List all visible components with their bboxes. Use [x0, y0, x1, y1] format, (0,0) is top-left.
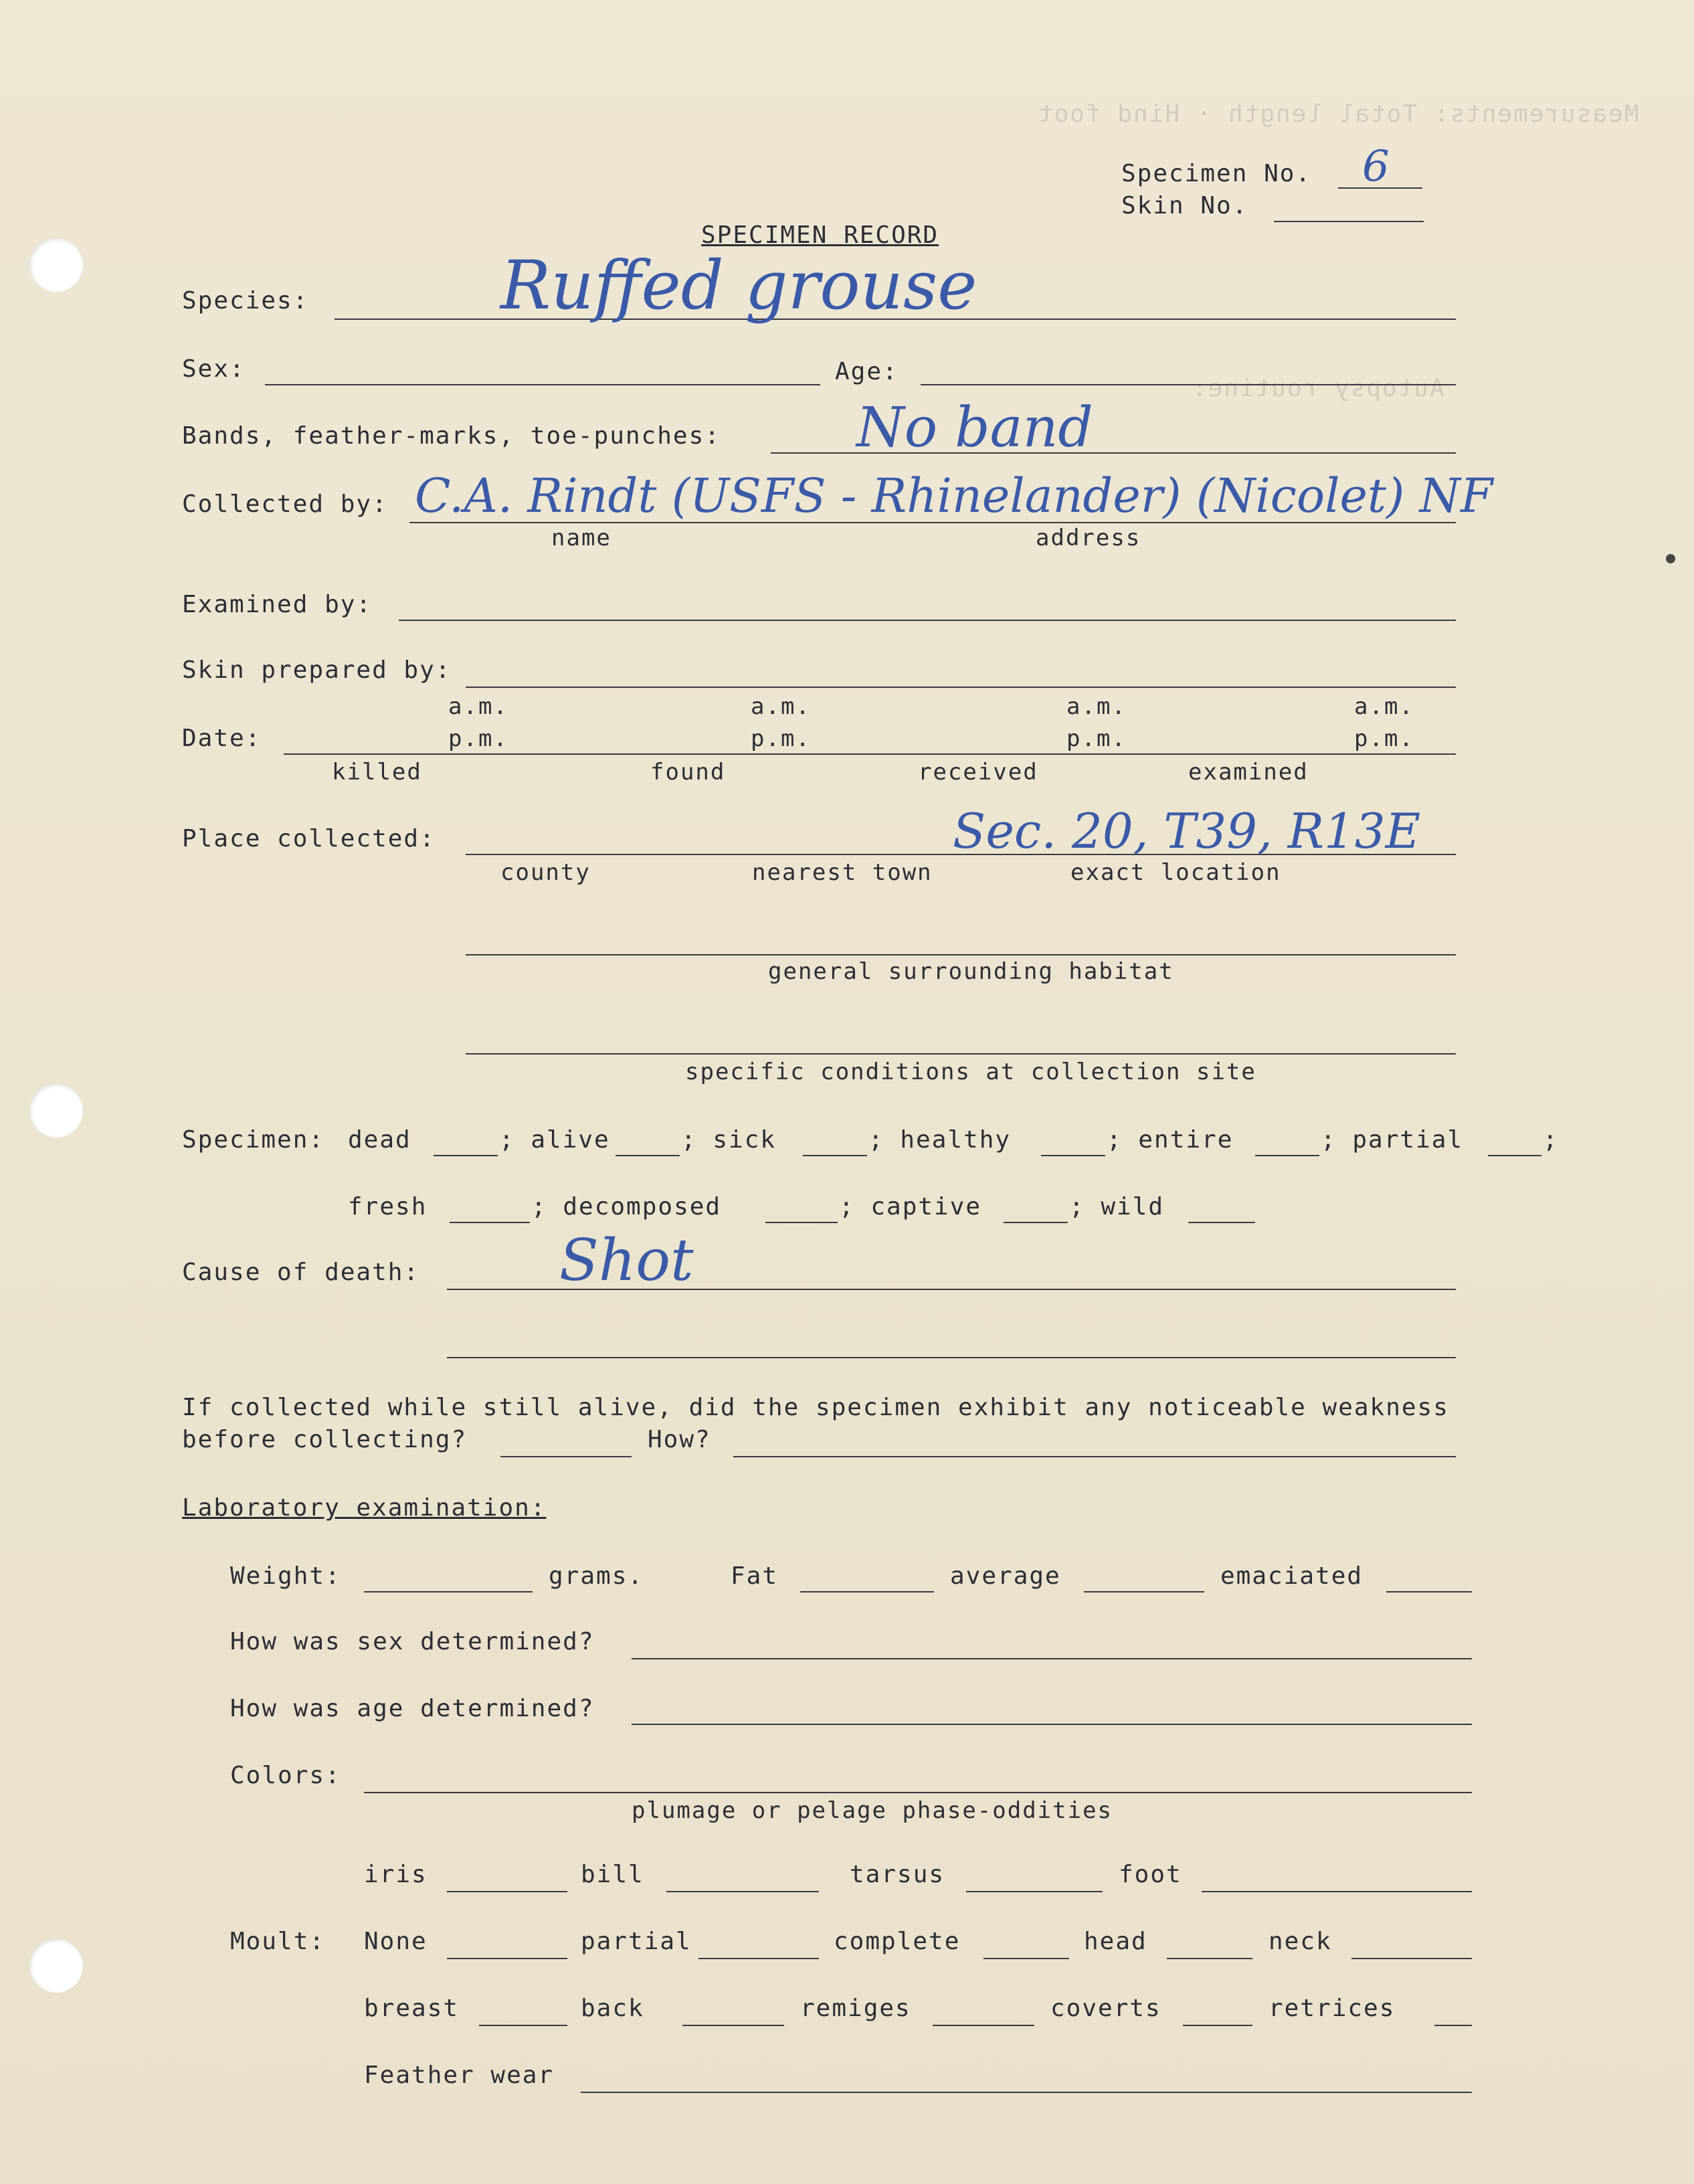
- bleed-through-text: Measurements: Total length · Hind foot: [1037, 100, 1639, 128]
- moult-back-label: back: [581, 1995, 644, 2022]
- bands-value[interactable]: No band: [856, 396, 1093, 460]
- alive-question-line2: before collecting?: [182, 1426, 468, 1453]
- moult-breast-label: breast: [364, 1995, 460, 2022]
- am-found: a.m.: [751, 693, 811, 720]
- captive-label: ; captive: [839, 1193, 982, 1220]
- place-label: Place collected:: [182, 825, 436, 852]
- cause-of-death-line-2[interactable]: [447, 1357, 1456, 1358]
- am-killed: a.m.: [448, 693, 508, 720]
- moult-partial-label: partial: [581, 1928, 692, 1955]
- fat-blank[interactable]: [800, 1591, 934, 1592]
- pm-examined: p.m.: [1354, 725, 1414, 752]
- moult-retrices-blank[interactable]: [1434, 2025, 1472, 2026]
- tarsus-label: tarsus: [850, 1861, 945, 1888]
- place-value[interactable]: Sec. 20, T39, R13E: [953, 803, 1421, 859]
- examined-by-label: Examined by:: [182, 591, 373, 618]
- collected-address-caption: address: [1036, 525, 1141, 551]
- tarsus-blank[interactable]: [966, 1891, 1103, 1892]
- conditions-line[interactable]: [466, 1053, 1456, 1055]
- bill-blank[interactable]: [666, 1891, 819, 1892]
- healthy-blank[interactable]: [1041, 1155, 1105, 1156]
- partial-label: ; partial: [1321, 1126, 1464, 1154]
- moult-back-blank[interactable]: [682, 2025, 784, 2026]
- collected-name-caption: name: [551, 525, 611, 551]
- colors-label: Colors:: [230, 1762, 341, 1789]
- sex-determined-line[interactable]: [632, 1658, 1472, 1659]
- am-examined: a.m.: [1354, 693, 1414, 720]
- captive-blank[interactable]: [1004, 1222, 1068, 1223]
- moult-complete-label: complete: [834, 1928, 961, 1955]
- pm-received: p.m.: [1066, 725, 1127, 752]
- moult-remiges-blank[interactable]: [933, 2025, 1034, 2026]
- dead-blank[interactable]: [434, 1155, 498, 1156]
- weight-blank[interactable]: [364, 1591, 533, 1592]
- species-label: Species:: [182, 287, 309, 314]
- moult-remiges-label: remiges: [800, 1995, 911, 2022]
- collected-by-label: Collected by:: [182, 490, 388, 518]
- decomposed-blank[interactable]: [765, 1222, 838, 1223]
- examined-by-line[interactable]: [399, 620, 1456, 621]
- collected-by-value[interactable]: C.A. Rindt (USFS - Rhinelander) (Nicolet) NF: [415, 468, 1493, 523]
- specimen-label: Specimen:: [182, 1126, 325, 1154]
- fresh-label: fresh: [348, 1193, 428, 1220]
- sex-label: Sex:: [182, 355, 246, 383]
- average-label: average: [950, 1562, 1061, 1590]
- healthy-label: ; healthy: [868, 1126, 1012, 1154]
- lab-heading: Laboratory examination:: [182, 1494, 547, 1522]
- sex-determined-label: How was sex determined?: [230, 1628, 595, 1655]
- sick-label: ; sick: [681, 1126, 777, 1154]
- punch-hole: [29, 238, 83, 292]
- foot-label: foot: [1119, 1861, 1182, 1888]
- moult-label: Moult:: [230, 1928, 326, 1955]
- entire-label: ; entire: [1107, 1126, 1234, 1154]
- moult-neck-blank[interactable]: [1351, 1958, 1472, 1959]
- fat-label: Fat: [731, 1562, 779, 1590]
- habitat-caption: general surrounding habitat: [768, 958, 1174, 985]
- specimen-no-label: Specimen No.: [1121, 160, 1312, 187]
- habitat-line[interactable]: [466, 954, 1456, 955]
- bill-label: bill: [581, 1861, 644, 1888]
- iris-label: iris: [364, 1861, 428, 1888]
- iris-blank[interactable]: [447, 1891, 567, 1892]
- skin-prepared-label: Skin prepared by:: [182, 656, 452, 684]
- emaciated-blank[interactable]: [1386, 1591, 1472, 1592]
- colors-line[interactable]: [364, 1792, 1472, 1793]
- date-caption-killed: killed: [332, 759, 422, 786]
- entire-blank[interactable]: [1255, 1155, 1319, 1156]
- punch-hole: [29, 1939, 83, 1993]
- sick-blank[interactable]: [803, 1155, 867, 1156]
- grams-label: grams.: [549, 1562, 644, 1590]
- skin-no-label: Skin No.: [1121, 192, 1248, 219]
- place-caption-county: county: [500, 859, 591, 886]
- emaciated-label: emaciated: [1220, 1562, 1363, 1590]
- am-received: a.m.: [1066, 693, 1127, 720]
- plumage-caption: plumage or pelage phase-oddities: [632, 1797, 1113, 1824]
- sex-line[interactable]: [265, 384, 820, 385]
- cause-of-death-label: Cause of death:: [182, 1259, 420, 1286]
- how-line[interactable]: [733, 1456, 1456, 1457]
- average-blank[interactable]: [1084, 1591, 1204, 1592]
- wild-label: ; wild: [1069, 1193, 1165, 1220]
- partial-blank[interactable]: [1488, 1155, 1541, 1156]
- date-caption-found: found: [650, 759, 726, 786]
- bleed-through-text: Autopsy routine:: [1191, 375, 1444, 402]
- alive-label: ; alive: [499, 1126, 610, 1154]
- ink-dot: [1666, 554, 1675, 563]
- pm-found: p.m.: [751, 725, 811, 752]
- moult-coverts-blank[interactable]: [1183, 2025, 1252, 2026]
- weight-label: Weight:: [230, 1562, 341, 1590]
- cause-of-death-value[interactable]: Shot: [559, 1227, 694, 1294]
- decomposed-label: ; decomposed: [531, 1193, 722, 1220]
- age-label: Age:: [835, 358, 899, 385]
- bands-label: Bands, feather-marks, toe-punches:: [182, 422, 721, 450]
- skin-prepared-line[interactable]: [466, 687, 1456, 688]
- wild-blank[interactable]: [1188, 1222, 1255, 1223]
- moult-coverts-label: coverts: [1050, 1995, 1161, 2022]
- moult-neck-label: neck: [1268, 1928, 1332, 1955]
- date-label: Date:: [182, 725, 262, 752]
- conditions-caption: specific conditions at collection site: [685, 1059, 1256, 1085]
- place-caption-town: nearest town: [752, 859, 933, 886]
- species-value[interactable]: Ruffed grouse: [500, 246, 977, 325]
- moult-head-label: head: [1084, 1928, 1147, 1955]
- how-label: How?: [648, 1426, 711, 1453]
- feather-wear-label: Feather wear: [364, 2062, 555, 2089]
- place-caption-location: exact location: [1070, 859, 1281, 886]
- row-end: ;: [1543, 1126, 1559, 1154]
- moult-retrices-label: retrices: [1268, 1995, 1396, 2022]
- moult-partial-blank[interactable]: [698, 1958, 819, 1959]
- alive-question-line1: If collected while still alive, did the specimen exhibit any noticeable weakness: [182, 1394, 1449, 1421]
- skin-no-line[interactable]: [1274, 221, 1424, 222]
- moult-none-label: None: [364, 1928, 428, 1955]
- age-line[interactable]: [921, 384, 1456, 385]
- punch-hole: [29, 1084, 83, 1138]
- weakness-blank[interactable]: [500, 1456, 632, 1457]
- date-line[interactable]: [284, 753, 1456, 755]
- moult-head-blank[interactable]: [1167, 1958, 1252, 1959]
- moult-none-blank[interactable]: [447, 1958, 567, 1959]
- pm-killed: p.m.: [448, 725, 508, 752]
- moult-breast-blank[interactable]: [479, 2025, 567, 2026]
- age-determined-label: How was age determined?: [230, 1695, 595, 1722]
- feather-wear-line[interactable]: [581, 2092, 1472, 2093]
- page-title: SPECIMEN RECORD: [701, 221, 939, 249]
- moult-complete-blank[interactable]: [983, 1958, 1069, 1959]
- age-determined-line[interactable]: [632, 1724, 1472, 1725]
- foot-blank[interactable]: [1202, 1891, 1472, 1892]
- dead-label: dead: [348, 1126, 411, 1154]
- fresh-blank[interactable]: [450, 1222, 530, 1223]
- specimen-no-value[interactable]: 6: [1362, 142, 1390, 191]
- alive-blank[interactable]: [616, 1155, 680, 1156]
- date-caption-received: received: [918, 759, 1038, 786]
- date-caption-examined: examined: [1188, 759, 1309, 786]
